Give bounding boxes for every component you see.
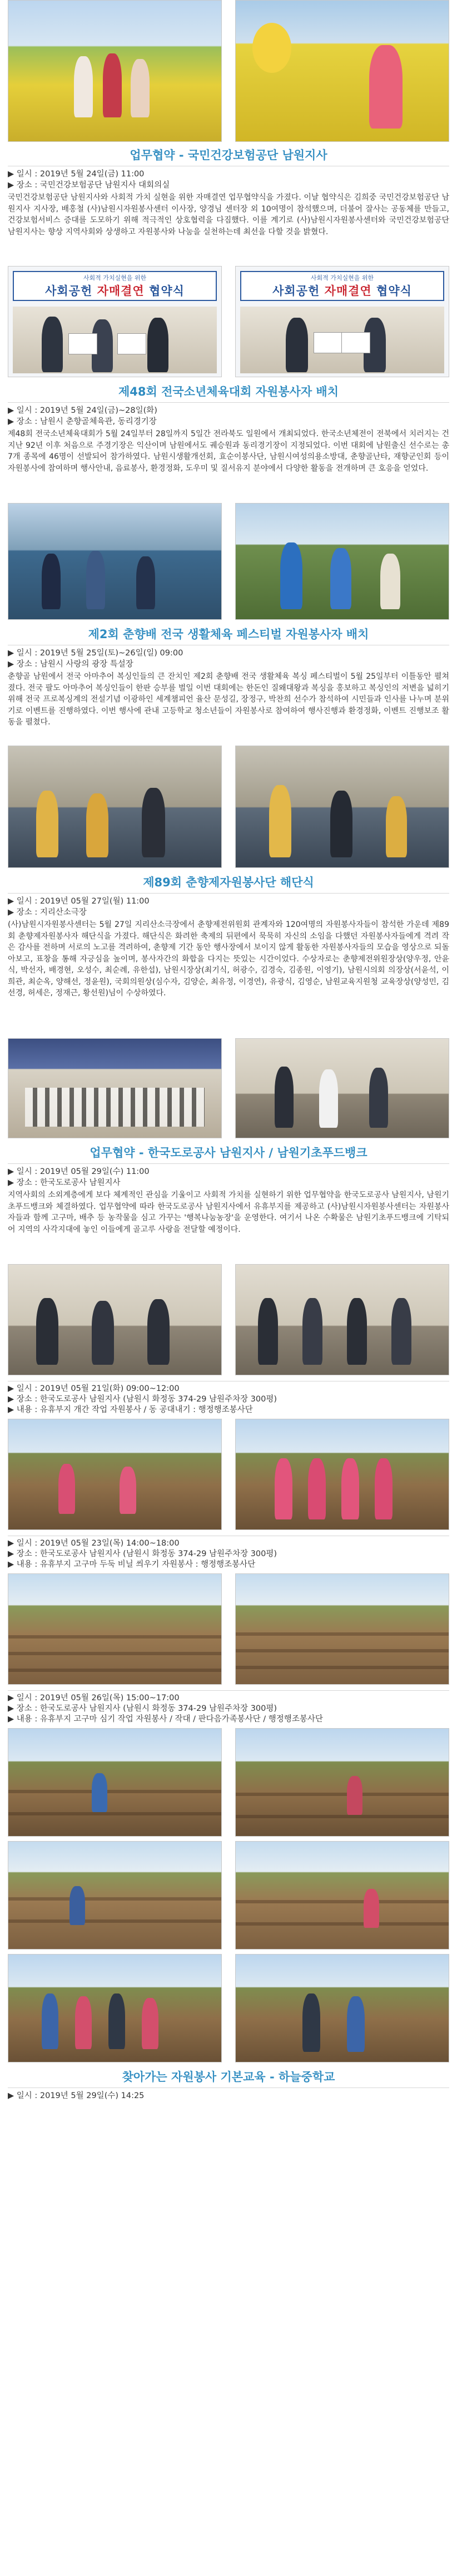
divider: [8, 893, 449, 894]
photo-person: [131, 59, 150, 117]
section-title: 업무협약 - 국민건강보험공단 남원지사: [130, 149, 327, 162]
section-date: ▶ 일시 : 2019년 05월 27일(월) 11:00: [8, 897, 150, 906]
photo-person: [147, 1299, 170, 1365]
photo-person: [308, 1458, 326, 1519]
activity-date: ▶ 일시 : 2019년 05월 23일(목) 14:00~18:00: [8, 1539, 180, 1548]
photo-person: [69, 1886, 85, 1925]
photo-person: [341, 1458, 359, 1519]
photo-person: [36, 1298, 58, 1365]
section-title: 제89회 춘향제자원봉사단 해단식: [143, 876, 314, 889]
photo-signing-ceremony-2: [235, 266, 449, 377]
photo-crowd: [25, 1088, 205, 1127]
photo-person: [330, 791, 352, 857]
photo-person: [302, 1993, 320, 2052]
photo-volunteer-family-group: [8, 1954, 222, 2062]
photo-row-11: [8, 1954, 449, 2062]
photo-person: [147, 318, 168, 372]
section-date: ▶ 일시 : 2019년 5월 24일(금)~28일(화): [8, 406, 157, 415]
photo-sweet-potato-planting-3: [8, 1841, 222, 1950]
photo-person: [347, 1776, 362, 1815]
banner-title-suffix: 협약식: [149, 284, 185, 298]
photo-person: [330, 548, 351, 609]
photo-row-8: [8, 1573, 449, 1685]
section-body: (사)남원시자원봉사센터는 5월 27일 지리산소극장에서 춘향제전위원회 관계자와 120여명의 자원봉사자들이 참석한 가운데 제89회 춘향제자원봉사자 해단식을 가졌다. 해단식은 화려한 축제의 뒤편에서 묵묵히 자신의 소임을 다했던 자원봉사자들에게 격려 작은 감사를 전하며 서로의 노고를 격려하여, 춘향제 기간 동안 행사장에서 보이지 않게 활동한 자원봉사자들의 모습을 영상으로 되돌아보고, 표창을 통해 자긍심을 높이며, 봉사자간의 화합을 다지는 뜻있는 시간이었다. 수상자로는 춘향제전위원장상(양우정, 안윤식, 박선자, 배경현, 오성수, 최순례, 유한섭), 남원시장상(최기식, 허광수, 김경숙, 김종원, 이영기), 남원시의회 의장상(서윤석, 이희관, 최순옥, 양해선, 정윤원), 국회의원상(심수자, 김양순, 최유정, 이경연), 유광식, 김영순, 남원교육지원청 교육장상(양성민, 김선경, 허세은, 정재근, 황선원)님이 수상하였다.: [8, 920, 449, 998]
photo-sports-venue: [8, 503, 222, 620]
section-date: ▶ 일시 : 2019년 5월 24일(금) 11:00: [8, 170, 145, 179]
section-title: 업무협약 - 한국도로공사 남원지사 / 남원기초푸드뱅크: [90, 1146, 367, 1159]
section-date: ▶ 일시 : 2019년 05월 29일(수) 11:00: [8, 1167, 150, 1176]
photo-sweet-potato-planting-1: [8, 1728, 222, 1837]
banner-subtitle: 사회적 가치실현을 위한: [83, 274, 147, 282]
section-date: ▶ 일시 : 2019년 5월 29일(수) 14:25: [8, 2091, 145, 2100]
photo-furrow: [8, 1652, 221, 1655]
activity-date: ▶ 일시 : 2019년 05월 21일(화) 09:00~12:00: [8, 1384, 180, 1393]
photo-furrow: [236, 1649, 449, 1652]
photo-person: [269, 785, 291, 857]
photo-person: [142, 788, 165, 857]
photo-person: [142, 1998, 158, 2049]
agreement-document: [341, 332, 370, 353]
photo-person: [391, 1298, 411, 1365]
photo-agreement-group: [235, 1264, 449, 1375]
banner-title-prefix: 사회공헌: [272, 284, 320, 298]
photo-person: [42, 1993, 58, 2049]
photo-furrow: [236, 1815, 449, 1818]
photo-furrow: [8, 1790, 221, 1793]
ceremony-banner: [240, 271, 444, 301]
section-place: ▶ 장소 : 남원시 사랑의 광장 특설장: [8, 660, 133, 669]
photo-furrow: [8, 1669, 221, 1672]
photo-flower-field-event: [8, 0, 222, 142]
activity-place: ▶ 장소 : 한국도로공사 남원지사 (남원시 화정동 374-29 남원주차장 300평): [8, 1704, 277, 1713]
photo-furrow: [236, 1632, 449, 1636]
photo-furrow: [8, 1919, 221, 1923]
photo-person: [347, 1996, 365, 2052]
activity-content: ▶ 내용 : 유휴부지 고구마 두둑 비닐 씌우기 자원봉사 : 행정행조봉사단: [8, 1560, 256, 1569]
divider: [8, 1690, 449, 1691]
photo-row-6: [8, 1264, 449, 1375]
agreement-document: [314, 332, 342, 353]
photo-person: [103, 53, 122, 117]
photo-row-10: [8, 1841, 449, 1950]
photo-person: [92, 1301, 114, 1365]
photo-volunteers-outdoor: [235, 503, 449, 620]
photo-flower-field-costume: [235, 0, 449, 142]
photo-person: [108, 1993, 125, 2049]
activity-place: ▶ 장소 : 한국도로공사 남원지사 (남원시 화정동 374-29 남원주차장 300평): [8, 1395, 277, 1404]
photo-furrow: [236, 1666, 449, 1669]
photo-sweet-potato-planting-4: [235, 1841, 449, 1950]
photo-person: [258, 1298, 278, 1365]
banner-title-highlight: 자매결연: [324, 284, 372, 298]
photo-person: [42, 317, 63, 372]
section-place: ▶ 장소 : 한국도로공사 남원지사: [8, 1178, 121, 1187]
photo-person: [136, 556, 155, 609]
section-body: 지역사회의 소외계층에게 보다 체계적인 관심을 기울이고 사회적 가치를 실현하기 위한 업무협약을 한국도로공사 남원지사, 남원기초푸드뱅크와 체결하였다. 업무협약에 따라 한국도로공사 남원지사에서 유휴부지를 제공하고 (사)남원시자원봉사센터는 자원봉사자들과 함께 고구마, 배추 등 농작물을 심고 가꾸는 '행복나눔농장'을 운영한다. 여기서 나온 수확물은 남원기초푸드뱅크에 기탁되어 지역의 사각지대에 놓인 이들에게 골고루 사랑을 전달할 예정이다.: [8, 1191, 449, 1234]
photo-person: [75, 1996, 92, 2049]
photo-furrow: [8, 1897, 221, 1901]
photo-person: [286, 318, 308, 372]
photo-person: [375, 1458, 393, 1519]
agreement-document: [117, 333, 146, 354]
photo-row-5: [8, 1038, 449, 1138]
section-body: 제48회 전국소년체육대회가 5월 24일부터 28일까지 5일간 전라북도 일원에서 개최되었다. 한국소년체전이 전북에서 치러지는 건 지난 92년 이후 처음으로 주경기장은 익산이며 남원에서도 궤승원과 동리경기장이 지정되었다. 이번 대회에 남원출신 선수로는 총7개 종목에 46명이 선발되어 참가하였다. 남원시생활개선회, 효순이봉사단, 남원시여성의용소방대, 춘향골난타, 재향군인회 등이 자원봉사에 참여하며 행사안내, 음료봉사, 환경정화, 도우미 및 질서유지 분야에서 다양한 활동을 전개하며 큰 호응을 얻었다.: [8, 430, 449, 473]
photo-row-4: [8, 746, 449, 868]
photo-furrow: [236, 1793, 449, 1796]
photo-person: [369, 1068, 388, 1128]
photo-closing-ceremony-group: [8, 1038, 222, 1138]
photo-person: [42, 554, 61, 609]
photo-signing-ceremony-1: [8, 266, 222, 377]
photo-person: [58, 1464, 75, 1514]
photo-person: [369, 45, 403, 129]
section-date: ▶ 일시 : 2019년 5월 25일(토)~26일(일) 09:00: [8, 649, 183, 658]
photo-person: [319, 1069, 338, 1128]
photo-row-9: [8, 1728, 449, 1837]
section-title: 찾아가는 자원봉사 기본교육 - 하늘중학교: [122, 2070, 335, 2084]
section-body: 국민건강보험공단 남원지사와 사회적 가치 실현을 위한 자매결연 업무협약식을 가졌다. 이날 협약식은 김희중 국민건강보험공단 남원지사 지사장, 배홍철 (사)남원시자원봉사센터 이사장, 양경님 센터장 외 10여명이 참석했으며, 더불어 잘사는 공동체를 만들고, 건강보험서비스 증대를 도모하기 위해 적극적인 상호협력을 다짐했다. 이를 계기로 (사)남원시자원봉사센터와 국민건강보험공단 남원지사는 향상 지역사회와 상생하고 자원봉사와 나눔을 실천하는데 최선을 다할 것을 밝혔다.: [8, 193, 449, 236]
photo-furrow: [8, 1635, 221, 1639]
photo-row-1: [8, 0, 449, 142]
photo-sweet-potato-planting-2: [235, 1728, 449, 1837]
photo-volunteers-field: [235, 1954, 449, 2062]
section-place: ▶ 장소 : 남원시 춘향골체육관, 동리경기장: [8, 417, 157, 426]
photo-person: [86, 551, 105, 609]
photo-furrow: [236, 1922, 449, 1926]
photo-row-7: [8, 1419, 449, 1530]
photo-person: [380, 554, 400, 609]
photo-person: [36, 791, 58, 857]
photo-person: [92, 1773, 107, 1812]
photo-person: [386, 796, 407, 857]
banner-title-suffix: 협약식: [376, 284, 412, 298]
photo-award-presentation: [235, 1038, 449, 1138]
photo-person: [74, 56, 93, 117]
photo-youth-volunteers: [235, 746, 449, 868]
photo-flower: [252, 23, 291, 73]
photo-person: [364, 1889, 379, 1928]
photo-row-3: [8, 503, 449, 620]
activity-date: ▶ 일시 : 2019년 05월 26일(목) 15:00~17:00: [8, 1694, 180, 1702]
section-body: 춘향골 남원에서 전국 아마추어 복싱인들의 큰 잔치인 제2회 춘향배 전국 생활체육 복싱 페스티벌이 5월 25일부터 이틀동안 펼쳐졌다. 전국 팔도 아마추어 복싱인들이 한판 승부를 벌일 이번 대회에는 한돈인 질왜대왕과 복싱을 홍보하고 복싱인의 저변을 넓히기 위해 전국 프로복싱계의 전설기념 이광하인 세계챔피언 율산 문성길, 장정구, 박찬희 선수가 참석하여 시민들과 인사를 나누며 분위기로 이벤트를 진행하였다. 이번 행사에 관내 고등학교 청소년들이 자원봉사로 참여하여 행사진행과 환경정화, 이벤트 진행보조 활동을 펼쳤다.: [8, 672, 449, 727]
photo-person: [302, 1298, 322, 1365]
photo-person: [86, 793, 108, 857]
ceremony-banner: [13, 271, 217, 301]
photo-furrow: [236, 1900, 449, 1903]
photo-person: [280, 542, 302, 609]
photo-boxing-festival: [8, 746, 222, 868]
photo-volunteer-group-farm: [235, 1419, 449, 1530]
photo-person: [120, 1467, 136, 1514]
activity-content: ▶ 내용 : 유휴부지 고구마 심기 작업 자원봉사 / 작대 / 판다음가족봉사단 / 행정행조봉사단: [8, 1715, 323, 1724]
banner-subtitle: 사회적 가치실현을 위한: [310, 274, 374, 282]
photo-furrow: [8, 1812, 221, 1815]
photo-land-clearing: [8, 1419, 222, 1530]
banner-title: [272, 282, 412, 299]
banner-title: [45, 282, 185, 299]
photo-agreement-signing: [8, 1264, 222, 1375]
banner-title-highlight: 자매결연: [97, 284, 145, 298]
section-title: 제2회 춘향배 전국 생활체육 페스티벌 자원봉사자 배치: [88, 628, 369, 641]
divider: [8, 1163, 449, 1164]
agreement-document: [68, 333, 97, 354]
activity-place: ▶ 장소 : 한국도로공사 남원지사 (남원시 화정동 374-29 남원주차장 300평): [8, 1549, 277, 1558]
divider: [8, 402, 449, 403]
photo-vinyl-mulching-2: [235, 1573, 449, 1685]
photo-person: [275, 1458, 292, 1519]
photo-vinyl-mulching-1: [8, 1573, 222, 1685]
section-place: ▶ 장소 : 국민건강보험공단 남원지사 대회의실: [8, 181, 170, 190]
section-place: ▶ 장소 : 지리산소극장: [8, 908, 87, 917]
banner-title-prefix: 사회공헌: [45, 284, 93, 298]
activity-content: ▶ 내용 : 유휴부지 개간 작업 자원봉사 / 동 공대내기 : 행정행조봉사단: [8, 1405, 253, 1414]
photo-person: [347, 1298, 367, 1365]
photo-person: [275, 1067, 294, 1128]
photo-row-2: [8, 266, 449, 377]
section-title: 제48회 전국소년체육대회 자원봉사자 배치: [118, 385, 339, 398]
